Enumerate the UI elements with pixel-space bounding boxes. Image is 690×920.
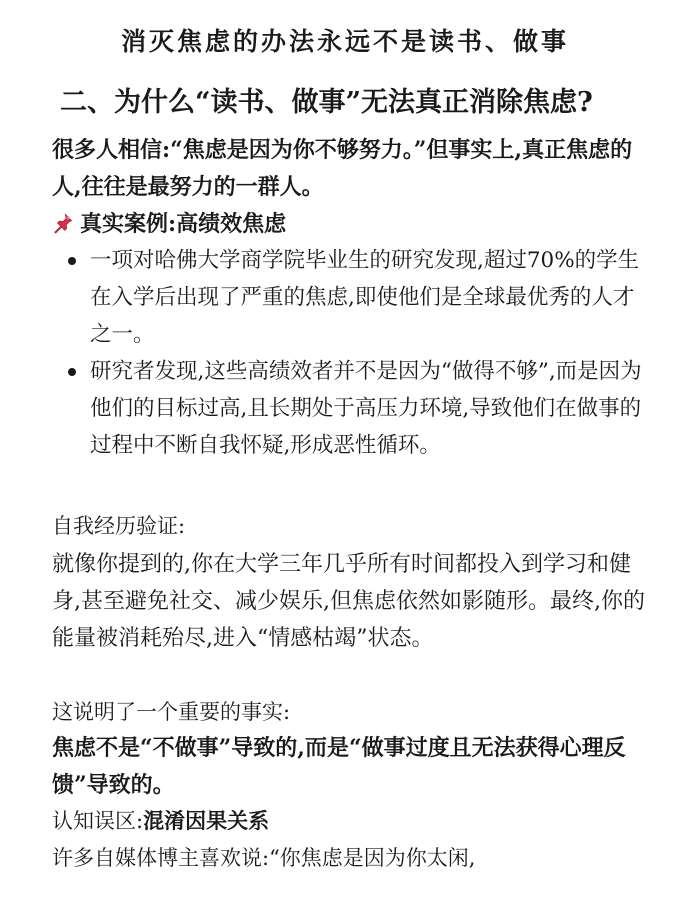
cognitive-myth-line <box>52 806 269 836</box>
case-bullet-list <box>62 242 652 464</box>
bullet-text: 研究者发现,这些高绩效者并不是因为“做得不够”,而是因为他们的目标过高,且长期处于高压力环境,导致他们在做事的过程中不断自我怀疑,形成恶性循环。 <box>90 359 642 458</box>
conclusion-paragraph: 焦虑不是“不做事”导致的,而是“做事过度且无法获得心理反馈”导致的。 <box>52 735 626 798</box>
self-experience-label: 自我经历验证: <box>52 514 186 538</box>
intro-paragraph: 很多人相信:“焦虑是因为你不够努力。”但事实上,真正焦虑的人,往往是最努力的一群人。 <box>52 137 633 200</box>
bullet-dot <box>68 368 76 376</box>
list-item <box>62 242 652 353</box>
myth-label: 认知误区: <box>52 809 144 833</box>
article-title: 消灭焦虑的办法永远不是读书、做事 <box>120 27 569 56</box>
fact-intro: 这说明了一个重要的事实: <box>52 700 291 724</box>
list-item <box>62 353 652 464</box>
bullet-text: 一项对哈佛大学商学院毕业生的研究发现,超过70%的学生在入学后出现了严重的焦虑,即使他们是全球最优秀的人才之一。 <box>90 248 640 347</box>
case-title-text: 真实案例:高绩效焦虑 <box>80 211 287 237</box>
case-title <box>52 209 286 239</box>
section-heading: 二、为什么“读书、做事”无法真正消除焦虑? <box>60 87 593 118</box>
trailing-paragraph: 许多自媒体博主喜欢说:“你焦虑是因为你太闲, <box>52 846 476 870</box>
bullet-dot <box>68 257 76 265</box>
myth-term: 混淆因果关系 <box>143 808 270 833</box>
pushpin-icon <box>52 212 74 234</box>
self-experience-paragraph: 就像你提到的,你在大学三年几乎所有时间都投入到学习和健身,甚至避免社交、减少娱乐,但焦虑依然如影随形。最终,你的能量被消耗殆尽,进入“情感枯竭”状态。 <box>52 552 645 651</box>
